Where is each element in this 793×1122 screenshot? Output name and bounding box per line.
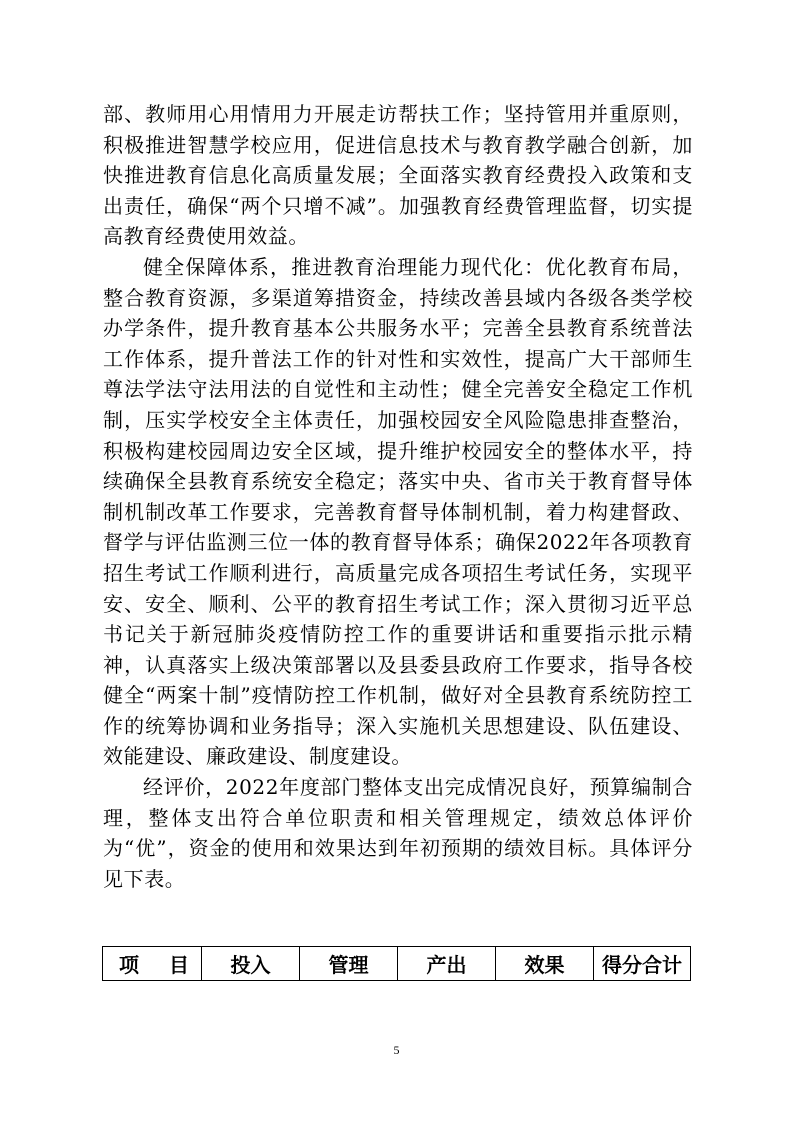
header-cell-effect: 效果 (496, 947, 594, 981)
header-cell-management: 管理 (300, 947, 398, 981)
table-header-row (103, 947, 691, 981)
page-number: 5 (393, 1043, 400, 1057)
header-cell-input: 投入 (202, 947, 300, 981)
header-cell-output: 产出 (398, 947, 496, 981)
header-cell-item: 项 目 (103, 947, 202, 981)
paragraph-2: 健全保障体系，推进教育治理能力现代化：优化教育布局，整合教育资源，多渠道筹措资金，持续改善县域内各级各类学校办学条件，提升教育基本公共服务水平；完善全县教育系统普法工作体系，提升普法工作的针对性和实效性，提高广大干部师生尊法学法守法用法的自觉性和主动性；健全完善安全稳定工作机制，压实学校安全主体责任，加强校园安全风险隐患排查整治，积极构建校园周边安全区域，提升维护校园安全的整体水平，持续确保全县教育系统安全稳定；落实中央、省市关于教育督导体制机制改革工作要求，完善教育督导体制机制，着力构建督政、督学与评估监测三位一体的教育督导体系；确保2022年各项教育招生考试工作顺利进行，高质量完成各项招生考试任务，实现平安、安全、顺利、公平的教育招生考试工作；深入贯彻习近平总书记关于新冠肺炎疫情防控工作的重要讲话和重要指示批示精神，认真落实上级决策部署以及县委县政府工作要求，指导各校健全“两案十制”疫情防控工作机制，做好对全县教育系统防控工作的统筹协调和业务指导；深入实施机关思想建设、队伍建设、效能建设、廉政建设、制度建设。 (103, 254, 693, 769)
header-cell-total-score: 得分合计 (594, 947, 691, 981)
paragraph-3: 经评价，2022年度部门整体支出完成情况良好，预算编制合理，整体支出符合单位职责和相关管理规定，绩效总体评价为“优”，资金的使用和效果达到年初预期的绩效目标。具体评分见下表。 (103, 775, 693, 891)
score-table (102, 946, 691, 981)
document-body (103, 99, 693, 894)
paragraph-1: 部、教师用心用情用力开展走访帮扶工作；坚持管用并重原则，积极推进智慧学校应用，促进信息技术与教育教学融合创新，加快推进教育信息化高质量发展；全面落实教育经费投入政策和支出责任，确保“两个只增不减”。加强教育经费管理监督，切实提高教育经费使用效益。 (103, 102, 693, 249)
